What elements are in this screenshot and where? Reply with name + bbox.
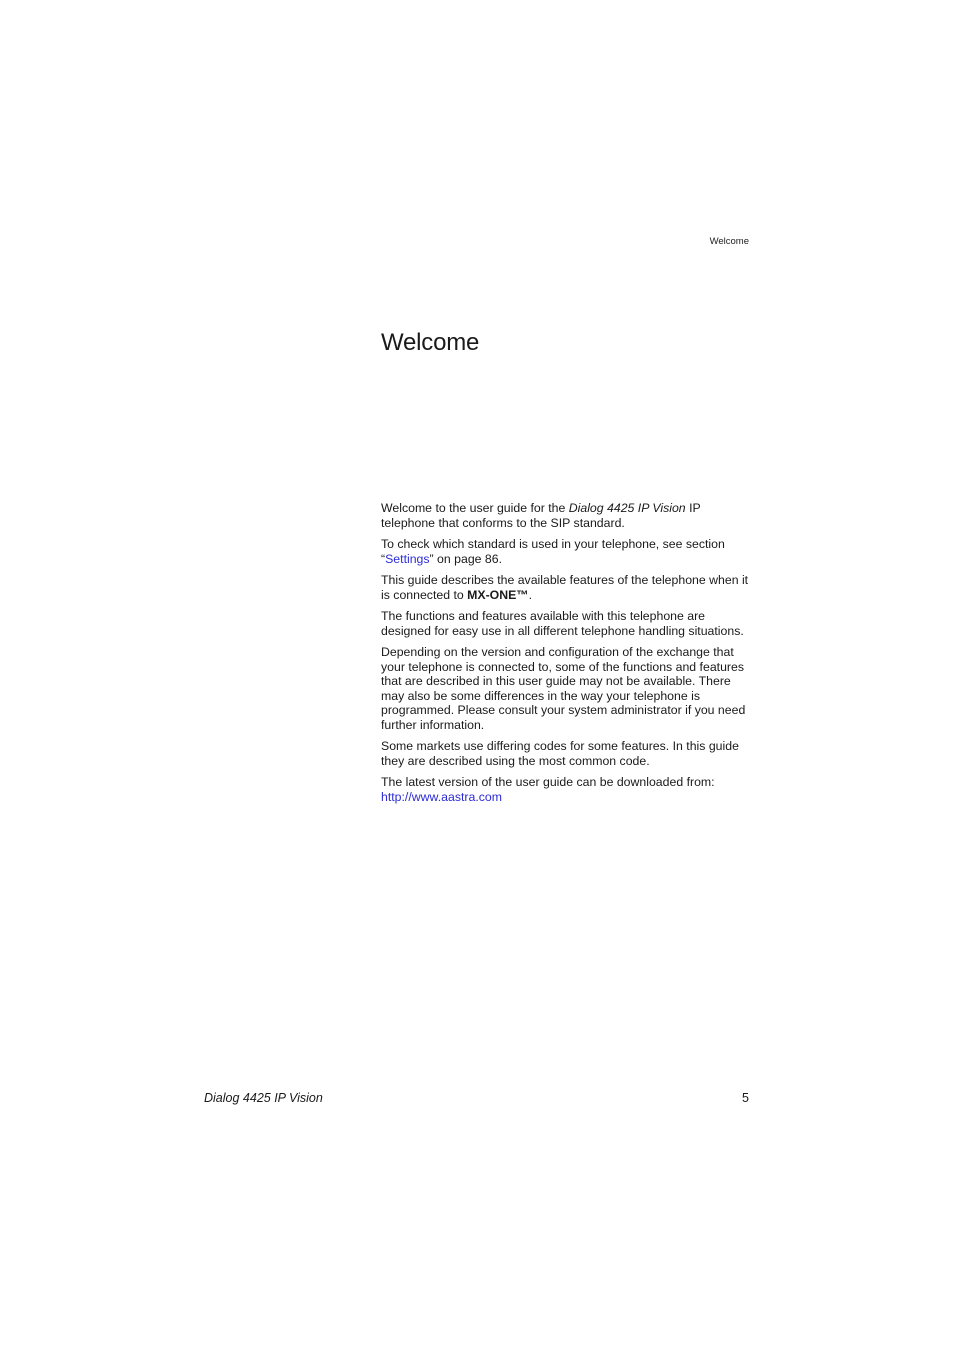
intro-text: Welcome to the user guide for the — [381, 501, 569, 515]
running-header: Welcome — [709, 236, 749, 247]
system-name: MX-ONE™ — [467, 587, 529, 602]
standard-text: To check which standard is used in your telephone, see section “ — [381, 537, 725, 566]
features-text: This guide describes the available features of the telephone when it is connected to — [381, 573, 749, 602]
intro-text-end: IP telephone that conforms to the SIP standard. — [381, 501, 701, 530]
paragraph-features — [381, 573, 753, 602]
paragraph-functions: The functions and features available with this telephone are designed for easy use in all different telephone handling situations. — [381, 609, 744, 638]
paragraph-standard — [381, 537, 753, 566]
standard-text-end: ” on page 86. — [429, 551, 503, 566]
settings-link[interactable]: Settings — [385, 551, 430, 566]
paragraph-configuration: Depending on the version and configuration of the exchange that your telephone is connected to, some of the functions and features that are described in this user guide may not be available. There may also be some differences in the way your telephone is programmed. Please consult your system administrator if you need further information. — [381, 645, 746, 732]
product-name: Dialog 4425 IP Vision — [568, 501, 686, 515]
paragraph-intro — [381, 501, 753, 530]
footer-product-name: Dialog 4425 IP Vision — [204, 1091, 323, 1105]
page-title: Welcome — [381, 329, 480, 356]
footer-page-number: 5 — [742, 1091, 749, 1105]
paragraph-download — [381, 775, 753, 804]
features-text-end: . — [528, 587, 533, 602]
body-text — [381, 501, 753, 811]
download-text: The latest version of the user guide can be downloaded from: — [381, 775, 715, 789]
paragraph-codes: Some markets use differing codes for some features. In this guide they are described using the most common code. — [381, 739, 739, 768]
aastra-link[interactable]: http://www.aastra.com — [381, 789, 502, 804]
